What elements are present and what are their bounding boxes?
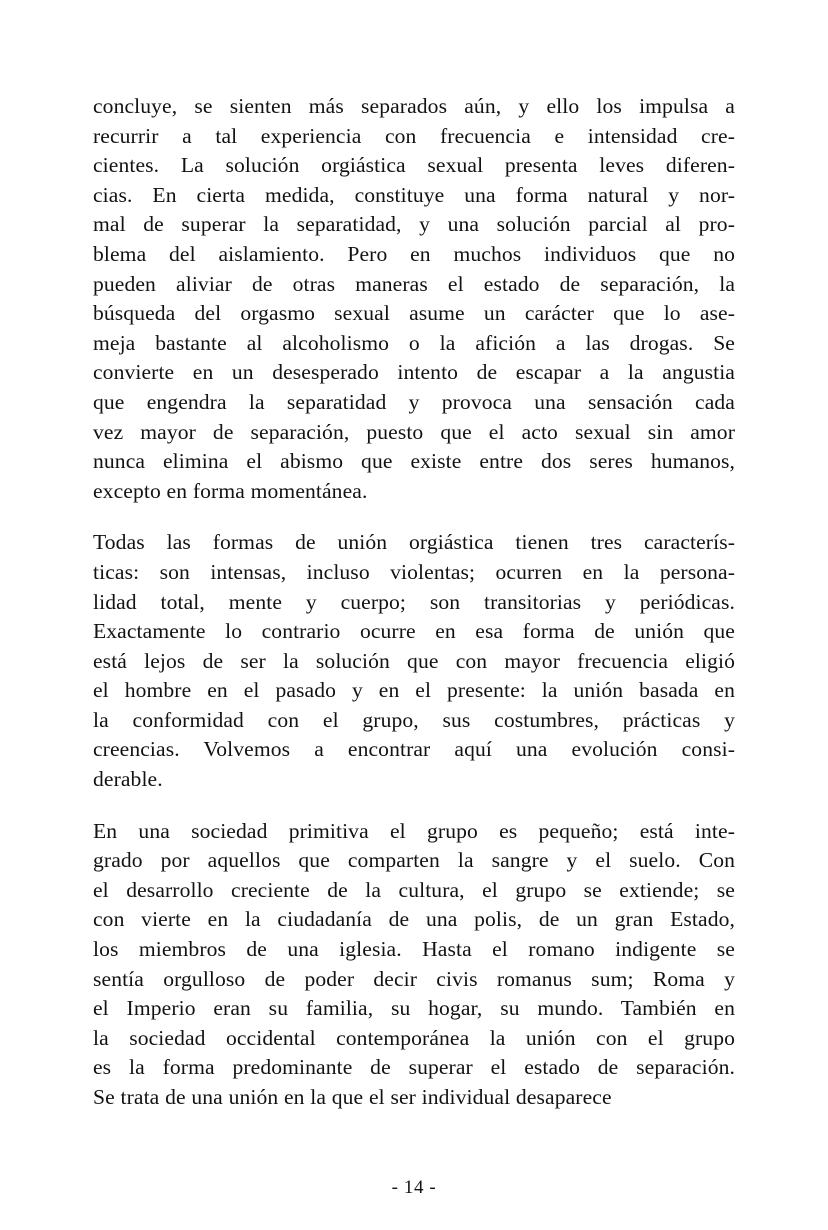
text-line: los miembros de una iglesia. Hasta el romano indigente se xyxy=(93,937,735,962)
body-text-column xyxy=(93,92,735,1113)
text-line: está lejos de ser la solución que con mayor frecuencia eligió xyxy=(93,648,735,673)
text-line: el hombre en el pasado y en el presente: la unión basada en xyxy=(93,678,735,703)
text-line: ticas: son intensas, incluso violentas; ocurren en la persona- xyxy=(93,559,735,584)
text-line: mal de superar la separatidad, y una solución parcial al pro- xyxy=(93,212,735,237)
text-line: lidad total, mente y cuerpo; son transitorias y periódicas. xyxy=(93,589,735,614)
text-line: En una sociedad primitiva el grupo es pequeño; está inte- xyxy=(93,818,735,843)
text-line: es la forma predominante de superar el estado de separación. xyxy=(93,1055,735,1080)
page-number: - 14 - xyxy=(391,1177,437,1198)
paragraph-2 xyxy=(93,528,735,794)
text-line: derable. xyxy=(93,767,163,792)
text-line: nunca elimina el abismo que existe entre dos seres humanos, xyxy=(93,449,735,474)
text-line: recurrir a tal experiencia con frecuencia e intensidad cre- xyxy=(93,123,735,148)
text-line: con vierte en la ciudadanía de una polis, de un gran Estado, xyxy=(93,907,735,932)
text-line: creencias. Volvemos a encontrar aquí una evolución consi- xyxy=(93,737,735,762)
text-line: pueden aliviar de otras maneras el estado de separación, la xyxy=(93,271,735,296)
text-line: meja bastante al alcoholismo o la afición a las drogas. Se xyxy=(93,330,735,355)
text-line: cias. En cierta medida, constituye una forma natural y nor- xyxy=(93,182,735,207)
text-line: convierte en un desesperado intento de escapar a la angustia xyxy=(93,360,735,385)
text-line: la sociedad occidental contemporánea la unión con el grupo xyxy=(93,1025,735,1050)
text-line: concluye, se sienten más separados aún, y ello los impulsa a xyxy=(93,94,735,118)
text-line: cientes. La solución orgiástica sexual presenta leves diferen- xyxy=(93,153,735,178)
text-line: la conformidad con el grupo, sus costumbres, prácticas y xyxy=(93,707,735,732)
text-line: grado por aquellos que comparten la sangre y el suelo. Con xyxy=(93,848,735,873)
text-line: Exactamente lo contrario ocurre en esa forma de unión que xyxy=(93,619,735,644)
text-line: el Imperio eran su familia, su hogar, su mundo. También en xyxy=(93,996,735,1021)
paragraph-1 xyxy=(93,92,735,506)
text-line: Todas las formas de unión orgiástica tienen tres caracterís- xyxy=(93,530,735,555)
text-line: búsqueda del orgasmo sexual asume un carácter que lo ase- xyxy=(93,301,735,326)
text-line: sentía orgulloso de poder decir civis romanus sum; Roma y xyxy=(93,966,735,991)
text-line: que engendra la separatidad y provoca una sensación cada xyxy=(93,389,735,414)
text-line: vez mayor de separación, puesto que el acto sexual sin amor xyxy=(93,419,735,444)
paragraph-3 xyxy=(93,817,735,1113)
text-line: excepto en forma momentánea. xyxy=(93,478,368,503)
text-line: el desarrollo creciente de la cultura, el grupo se extiende; se xyxy=(93,877,735,902)
text-line: blema del aislamiento. Pero en muchos individuos que no xyxy=(93,241,735,266)
text-line: Se trata de una unión en la que el ser individual desaparece xyxy=(93,1085,612,1109)
